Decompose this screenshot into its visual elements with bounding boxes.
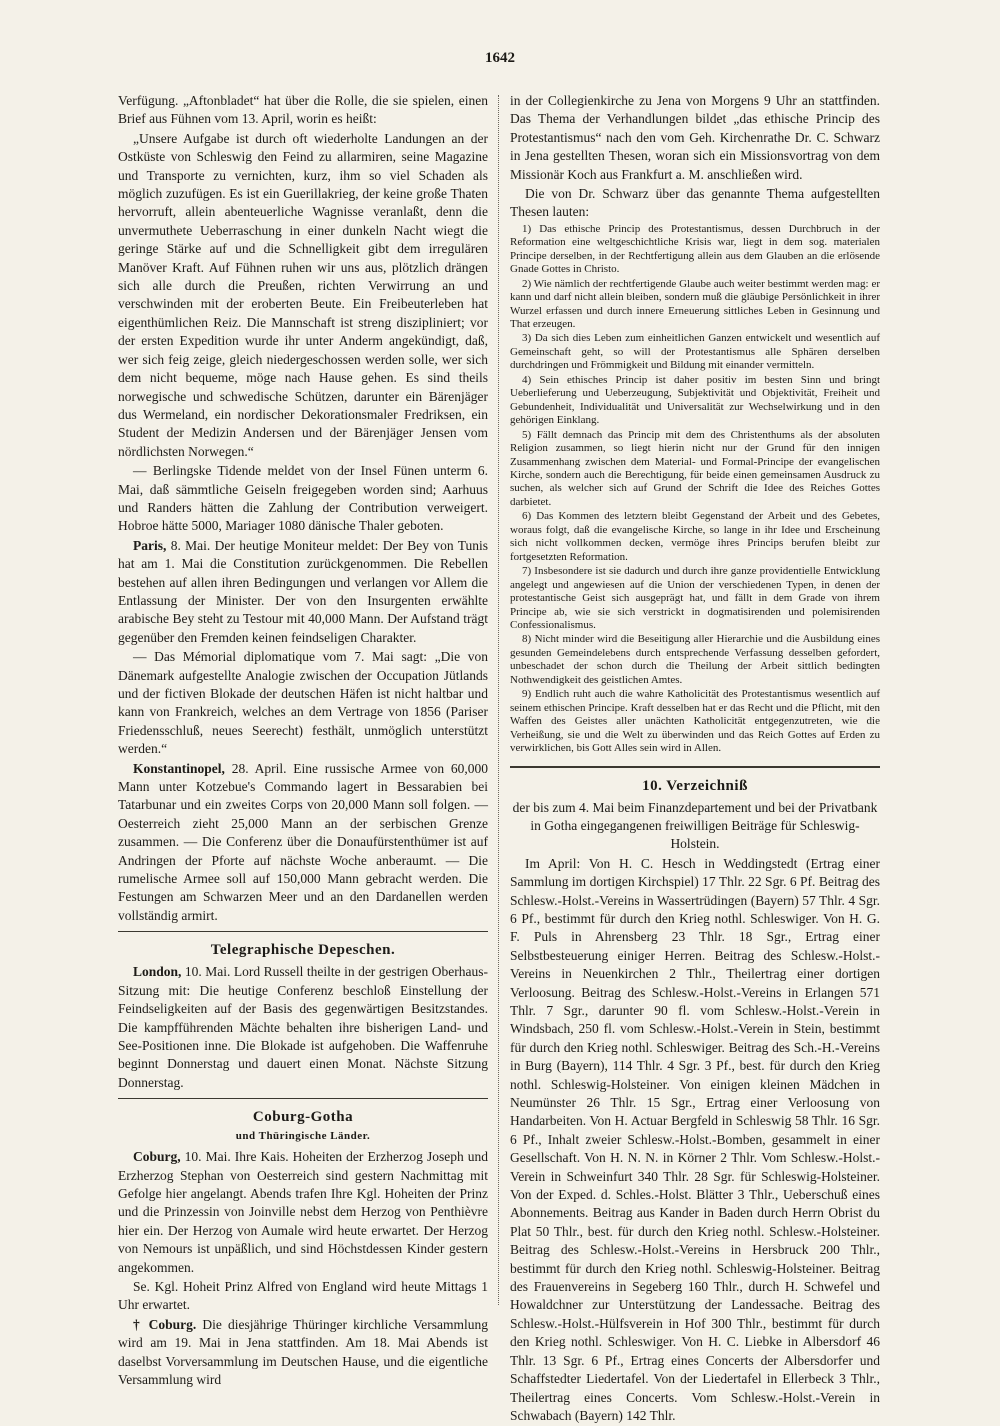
paragraph: Konstantinopel, 28. April. Eine russische Armee von 60,000 Mann unter Kotzebue's Commando lagert in Bessarabien bei Tatarbunar und ein zweites Corps von 20,000 Mann soll folgen. — Oesterreich zieht 25,000 Mann an der serbischen Grenze zusammen. — Die Conferenz über die Donaufürstenthümer ist auf Andringen der Pforte auf nächste Woche anberaumt. — Die rumelische Armee soll auf 150,000 Mann gebracht werden. Die Festungen am Schwarzen Meer und an den Dardanellen werden vollständig armirt. xyxy=(118,760,488,923)
section-heading: 10. Verzeichniß xyxy=(642,777,748,794)
paragraph: Im April: Von H. C. Hesch in Weddingstedt (Ertrag einer Sammlung im dortigen Kirchspiel) 17 Thlr. 22 Sgr. 6 Pf. Beitrag des Schlesw.-Holst.-Vereins in Wassertrüdingen (Bayern) 57 Thlr. 4 Sgr. 6 Pf., bestimmt für durch den Krieg nothl. Schleswiger. Von H. G. F. Puls in Ahrensberg 23 Thlr. 18 Sgr., Ertrag einer Selbstbesteuerung einiger Herren. Beitrag des Schlesw.-Holst.-Vereins in Neuenkirchen 2 Thlr., Theilertrag einer dortigen Verloosung. Beitrag des Schlesw.-Holst.-Vereins in Erlangen 571 Thlr. 7 Sgr., darunter 90 fl. vom Schlesw.-Holst.-Verein in Windsbach, 250 fl. vom Schlesw.-Holst.-Verein in Stein, bestimmt für durch den Krieg nothl. Schleswiger. Beitrag des Sch.-H.-Vereins in Burg (Bayern), 114 Thlr. 4 Sgr. 3 Pf., best. für durch den Krieg nothl. Schleswig-Holsteiner. Von einigen kleinen Mädchen in Neumünster 26 Thlr. 15 Sgr., Ertrag einer Verloosung von Handarbeiten. Von H. Actuar Bergfeld in Schleswig 58 Thlr. 16 Sgr. 6 Pf., Inhalt zweier Schlesw.-Holst.-Bomben, gesammelt in einer Gesellschaft. Von H. N. N. in Körner 2 Thlr. Vom Schlesw.-Holst.-Verein in Schweinfurt 340 Thlr. 28 Sgr. für Schleswig-Holsteiner. Von der Exped. d. Schles.-Holst. Blätter 3 Thlr., Ueberschuß eines Abonnements. Beitrag aus Kander in Baden durch Herrn Obrist du Plat 50 Thlr., best. für durch den Krieg nothl. Schlesw.-Holsteiner. Beitrag des Schlesw.-Holst.-Vereins in Hersbruck 200 Thlr., bestimmt für durch den Krieg nothl. Schleswig-Holsteiner. Beitrag des Frauenvereins in Segeberg 160 Thlr., durch H. Schwefel und Howaldchner zur Unterstützung der Landessache. Beitrag des Schlesw.-Holst.-Hülfsverein in Hof 300 Thlr., bestimmt für durch den Krieg nothl. Schleswiger. Von H. C. Liebke in Albersdorf 46 Thlr. 13 Sgr. 6 Pf., Ertrag eines Concerts der Albersdorfer und Schaffstedter Liedertafel. Von der Liedertafel in Ellerbeck 3 Thlr., Theilertrag eines Concerts. Vom Schlesw.-Holst.-Verein in Schwabach (Bayern) 142 Thlr. xyxy=(510,855,880,1423)
thesis-item: 4) Sein ethisches Princip ist daher positiv im besten Sinn und bringt Ueberlieferung und Ueberzeugung, Subjektivität und Objektivität, Freiheit und Gebundenheit, Individualität und Universalität zur Wechselwirkung und in den gehörigen Einklang. xyxy=(510,373,880,427)
thesis-item: 6) Das Kommen des letztern bleibt Gegenstand der Arbeit und des Gebetes, woraus folgt, daß die evangelische Kirche, so lange in ihr Idee und Erscheinung sich nicht vollkommen decken, vermöge ihres Princips berufen bleibt zur fortgesetzten Reformation. xyxy=(510,510,880,563)
paragraph: Se. Kgl. Hoheit Prinz Alfred von England wird heute Mittags 1 Uhr erwartet. xyxy=(118,1278,488,1313)
paragraph: in der Collegienkirche zu Jena von Morgens 9 Uhr an stattfinden. Das Thema der Verhandlungen bildet „das ethische Princip des Protestantismus“ nach den vom Geh. Kirchenrathe Dr. C. Schwarz in Jena gestellten Thesen, woran sich ein Missionsvortrag von dem Missionär Koch aus Frankfurt a. M. anschließen wird. xyxy=(510,93,880,182)
page-number: 1642 xyxy=(485,50,515,66)
thesis-item: 9) Endlich ruht auch die wahre Katholicität des Protestantismus wesentlich auf seinem ethischen Principe. Kraft desselben hat er das Recht und die Pflicht, mit den Waffen des Geistes aller unächten Katholicität entgegenzutreten, wie die Verheißung, sie und die Welt zu überwinden und das Reich Gottes auf Erden zu verwirklichen, bis Gott Alles sein wird in Allen. xyxy=(510,688,880,755)
paragraph: — Das Mémorial diplomatique vom 7. Mai sagt: „Die von Dänemark aufgestellte Analogie zwischen der Occupation Jütlands und der fictiven Blokade der deutschen Häfen ist nicht haltbar und kann von Frankreich, welches an dem Vertrage von 1856 (Pariser Friedensschluß, neues Seerecht) festhält, unmöglich unterstützt werden.“ xyxy=(118,649,488,757)
paragraph: — Berlingske Tidende meldet von der Insel Fünen unterm 6. Mai, daß sämmtliche Geiseln freigegeben worden sind; Aarhuus und Randers hätten die Zahlung der Contribution verweigert. Hobroe hätte 5000, Mariager 1080 dänische Thaler geboten. xyxy=(118,463,488,534)
dateline: London, xyxy=(133,964,182,980)
thesis-item: 3) Da sich dies Leben zum einheitlichen Ganzen entwickelt und wesentlich auf Gemeinschaft geht, so will der Protestantismus alle Sphären derselben durchdringen und Frömmigkeit und Bildung mit einander vermitteln. xyxy=(510,332,880,372)
column-divider xyxy=(498,95,499,1305)
thesis-item: 2) Wie nämlich der rechtfertigende Glaube auch weiter bestimmt werden mag: er kann und darf nicht allein bleiben, sondern muß die gläubige Persönlichkeit in ihrer Wurzel erfassen und durch innere Erneuerung sittliches Leben in Gesinnung und That erzeugen. xyxy=(510,277,880,331)
left-column xyxy=(118,92,488,1390)
right-column xyxy=(510,92,880,1426)
section-subheading: und Thüringische Länder. xyxy=(235,1130,371,1143)
section-heading: Telegraphische Depeschen. xyxy=(210,942,396,959)
paragraph: der bis zum 4. Mai beim Finanzdepartement und bei der Privatbank in Gotha eingegangenen freiwilligen Beiträge für Schleswig-Holstein. xyxy=(512,799,878,852)
paragraph: „Unsere Aufgabe ist durch oft wiederholte Landungen an der Ostküste von Schleswig den Feind zu allarmiren, seine Magazine und Transporte zu vernichten, kurz, ihm so viel Schaden als möglich zuzufügen. Es ist ein Guerillakrieg, der keine große Thaten hervorruft, allein abenteuerliche Wagnisse veranlaßt, denn die unvermuthete Ueberraschung in einer dunkeln Nacht wiegt die geringe Stärke auf und die Schnelligkeit gibt dem irregulären Manöver Kraft. Auf Fühnen ruhen wir uns aus, plötzlich drängen sich alle durch die Preußen, richten Verwirrung an und verschwinden mit der eroberten Beute. Ein Freibeuterleben hat eigenthümlichen Reiz. Die Mannschaft ist streng diszipliniert; vor der ersten Expedition wurde ihr unter Anderm angekündigt, daß, wer sich feig zeige, gleich niedergeschossen werden solle, wer sich dem nicht bequeme, möge nach Hause gehen. Es sind theils norwegische und schwedische Schützen, darunter ein Bärenjäger dus Wermeland, ein nordischer Dekorationsmaler Fredriksen, ein Student der Medizin Andersen und der Bärenjäger Jensen vom nördlichsten Norwegen.“ xyxy=(118,130,488,459)
paragraph: Paris, 8. Mai. Der heutige Moniteur meldet: Der Bey von Tunis hat am 1. Mai die Constitution zurückgenommen. Die Rebellen bestehen auf allen ihren Bedingungen und verlangen vor Allem die Entlassung der Minister. Der von den Insurgenten erwählte arabische Bey steht zu Testour mit 40,000 Mann. Der Aufstand trägt gegenüber den Fremden keinen feindseligen Charakter. xyxy=(118,537,488,645)
paragraph: Verfügung. „Aftonbladet“ hat über die Rolle, die sie spielen, einen Brief aus Fühnen vom 13. April, worin es heißt: xyxy=(118,93,488,127)
paragraph: † Coburg. Die diesjährige Thüringer kirchliche Versammlung wird am 19. Mai in Jena stattfinden. Am 18. Mai Abends ist daselbst Vorversammlung im Deutschen Hause, und die eigentliche Versammlung wird xyxy=(118,1316,488,1387)
paragraph: Die von Dr. Schwarz über das genannte Thema aufgestellten Thesen lauten: xyxy=(510,186,880,220)
thesis-item: 8) Nicht minder wird die Beseitigung aller Hierarchie und die Ausbildung eines gesunden Gemeindelebens durch entsprechende Verfassung desselben gefordert, unbeschadet der schon durch die Theilung der Arbeit sittlich bedingten Nothwendigkeit des geistlichen Amtes. xyxy=(510,633,880,686)
dateline: Paris, xyxy=(133,537,167,553)
dateline: † Coburg. xyxy=(133,1316,197,1332)
section-rule xyxy=(510,766,880,768)
dateline: Konstantinopel, xyxy=(133,760,225,776)
dateline: Coburg, xyxy=(133,1149,181,1165)
thesis-item: 7) Insbesondere ist sie dadurch und durch ihre ganze providentielle Entwicklung angelegt und angewiesen auf die Union der verschiedenen Typen, in denen der protestantische Geist sich ausgeprägt hat, und fällt in dem Grade von ihrem Principe ab, wie sie sich verstrickt in dogmatisirenden und polemisirenden Confessionalismus. xyxy=(510,565,880,631)
thesis-item: 5) Fällt demnach das Princip mit dem des Christenthums als der absoluten Religion zusammen, so liegt hierin nicht nur der Grund für den innigen Zusammenhang zwischen dem Material- und Formal-Principe der evangelischen Kirche, sondern auch die Berechtigung, für beide einen gemeinsamen Ausdruck zu suchen, als welcher sich auf Grund der Schrift die Idee des Reiches Gottes darbietet. xyxy=(510,428,880,508)
section-rule xyxy=(118,1098,488,1099)
paragraph: Coburg, 10. Mai. Ihre Kais. Hoheiten der Erzherzog Joseph und Erzherzog Stephan von Oesterreich sind gestern Nachmittag mit Gefolge hier angelangt. Abends trafen Ihre Kgl. Hoheiten der Prinz und die Prinzessin von Joinville nebst dem Herzog von Penthièvre hier ein. Der Herzog von Aumale wird heute erwartet. Der Herzog von Nemours ist unpäßlich, und sind Höchstdessen Kinder gestern angekommen. xyxy=(118,1149,488,1275)
thesis-item: 1) Das ethische Princip des Protestantismus, dessen Durchbruch in der Reformation eine weltgeschichtliche Krisis war, liegt in dem sog. materialen Principe derselben, in der Rechtfertigung allein aus dem Glauben an die erlösende Gnade Gottes in Christo. xyxy=(510,222,880,276)
section-heading: Coburg-Gotha xyxy=(252,1109,354,1126)
paragraph: London, 10. Mai. Lord Russell theilte in der gestrigen Oberhaus-Sitzung mit: Die heutige Conferenz beschloß Einstellung der Feindseligkeiten auf der Basis des gegenwärtigen Besitzstandes. Die kampfführenden Mächte behalten ihre bisherigen Land- und See-Positionen inne. Die Blokade ist aufgehoben. Die Waffenruhe beginnt Donnerstag und dauert einen Monat. Nächste Sitzung Donnerstag. xyxy=(118,964,488,1090)
section-rule xyxy=(118,931,488,932)
